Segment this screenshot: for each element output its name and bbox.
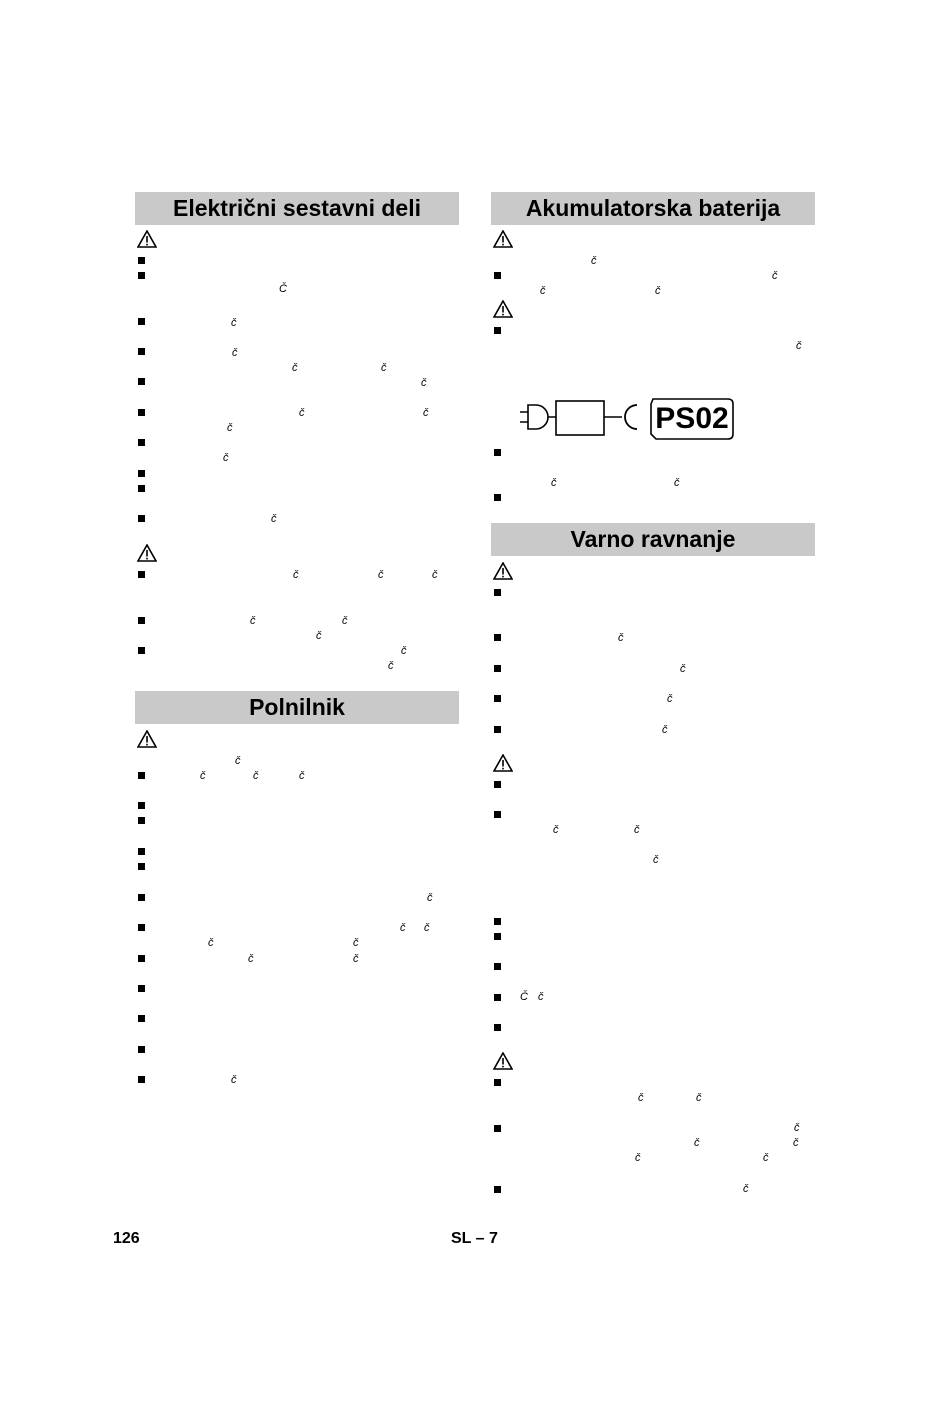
- letter-c-caron: č: [299, 770, 305, 782]
- letter-c-caron: č: [208, 937, 214, 949]
- bullet-icon: [494, 494, 501, 501]
- letter-c-caron: č: [232, 347, 238, 359]
- bullet-icon: [494, 634, 501, 641]
- bullet-icon: [138, 863, 145, 870]
- letter-c-caron: č: [796, 340, 802, 352]
- bullet-icon: [494, 1186, 501, 1193]
- bullet-icon: [138, 1015, 145, 1022]
- letter-c-caron: č: [772, 270, 778, 282]
- letter-c-caron: č: [794, 1122, 800, 1134]
- section-heading-battery: Akumulatorska baterija: [491, 192, 815, 225]
- letter-c-caron: č: [353, 937, 359, 949]
- letter-c-caron: č: [388, 660, 394, 672]
- bullet-icon: [138, 955, 145, 962]
- right-column: [491, 0, 815, 1419]
- bullet-icon: [138, 439, 145, 446]
- letter-c-caron: č: [250, 615, 256, 627]
- section-heading-safe-handling: Varno ravnanje: [491, 523, 815, 556]
- bullet-icon: [494, 1125, 501, 1132]
- bullet-icon: [138, 571, 145, 578]
- bullet-icon: [138, 924, 145, 931]
- bullet-icon: [494, 695, 501, 702]
- ps02-label: PS02: [655, 402, 729, 435]
- letter-c-caron: č: [427, 892, 433, 904]
- bullet-icon: [494, 918, 501, 925]
- letter-c-caron: č: [231, 317, 237, 329]
- letter-c-caron: č: [400, 922, 406, 934]
- bullet-icon: [138, 647, 145, 654]
- letter-c-caron: č: [231, 1074, 237, 1086]
- battery-charger-diagram: [516, 396, 738, 449]
- letter-c-caron: č: [553, 824, 559, 836]
- bullet-icon: [494, 726, 501, 733]
- letter-c-caron: č: [551, 477, 557, 489]
- letter-c-caron: č: [253, 770, 259, 782]
- bullet-icon: [494, 589, 501, 596]
- letter-c-caron: č: [634, 824, 640, 836]
- letter-c-caron: č: [696, 1092, 702, 1104]
- letter-c-caron: č: [591, 255, 597, 267]
- letter-c-caron: č: [421, 377, 427, 389]
- letter-c-caron: č: [638, 1092, 644, 1104]
- letter-c-caron: č: [401, 645, 407, 657]
- letter-c-caron: č: [248, 953, 254, 965]
- bullet-icon: [138, 772, 145, 779]
- letter-c-caron: č: [655, 285, 661, 297]
- warning-icon: [493, 754, 513, 772]
- bullet-icon: [494, 963, 501, 970]
- bullet-icon: [138, 272, 145, 279]
- bullet-icon: [138, 848, 145, 855]
- section-heading-electrical: Električni sestavni deli: [135, 192, 459, 225]
- bullet-icon: [138, 318, 145, 325]
- letter-capital-c-caron: Č: [279, 283, 287, 295]
- bullet-icon: [138, 985, 145, 992]
- warning-icon: [493, 230, 513, 248]
- letter-c-caron: č: [293, 569, 299, 581]
- letter-c-caron: č: [299, 407, 305, 419]
- letter-c-caron: č: [743, 1183, 749, 1195]
- letter-c-caron: č: [793, 1137, 799, 1149]
- bullet-icon: [138, 1046, 145, 1053]
- letter-c-caron: č: [381, 362, 387, 374]
- bullet-icon: [138, 257, 145, 264]
- bullet-icon: [494, 272, 501, 279]
- letter-c-caron: č: [763, 1152, 769, 1164]
- letter-c-caron: č: [424, 922, 430, 934]
- letter-c-caron: č: [540, 285, 546, 297]
- letter-c-caron: č: [223, 452, 229, 464]
- warning-icon: [493, 300, 513, 318]
- letter-c-caron: č: [342, 615, 348, 627]
- letter-c-caron: č: [618, 632, 624, 644]
- bullet-icon: [494, 781, 501, 788]
- warning-icon: [137, 544, 157, 562]
- letter-c-caron: č: [200, 770, 206, 782]
- bullet-icon: [138, 348, 145, 355]
- letter-capital-c-caron: Č: [520, 991, 528, 1003]
- bullet-icon: [494, 327, 501, 334]
- warning-icon: [137, 230, 157, 248]
- bullet-icon: [494, 1079, 501, 1086]
- section-heading-charger: Polnilnik: [135, 691, 459, 724]
- bullet-icon: [494, 994, 501, 1001]
- bullet-icon: [494, 811, 501, 818]
- bullet-icon: [138, 485, 145, 492]
- letter-c-caron: č: [635, 1152, 641, 1164]
- bullet-icon: [138, 817, 145, 824]
- letter-c-caron: č: [432, 569, 438, 581]
- letter-c-caron: č: [694, 1137, 700, 1149]
- bullet-icon: [138, 378, 145, 385]
- letter-c-caron: č: [674, 477, 680, 489]
- letter-c-caron: č: [423, 407, 429, 419]
- letter-c-caron: č: [227, 422, 233, 434]
- letter-c-caron: č: [653, 854, 659, 866]
- letter-c-caron: č: [235, 755, 241, 767]
- bullet-icon: [138, 409, 145, 416]
- letter-c-caron: č: [680, 663, 686, 675]
- warning-icon: [493, 1052, 513, 1070]
- bullet-icon: [138, 894, 145, 901]
- bullet-icon: [138, 470, 145, 477]
- page-code: SL – 7: [451, 1230, 498, 1247]
- letter-c-caron: č: [378, 569, 384, 581]
- letter-c-caron: č: [662, 724, 668, 736]
- bullet-icon: [494, 449, 501, 456]
- bullet-icon: [138, 515, 145, 522]
- bullet-icon: [494, 1024, 501, 1031]
- letter-c-caron: č: [353, 953, 359, 965]
- letter-c-caron: č: [667, 693, 673, 705]
- bullet-icon: [494, 933, 501, 940]
- letter-c-caron: č: [271, 513, 277, 525]
- warning-icon: [137, 730, 157, 748]
- letter-c-caron: č: [538, 991, 544, 1003]
- letter-c-caron: č: [316, 630, 322, 642]
- left-column: [135, 0, 459, 1419]
- warning-icon: [493, 562, 513, 580]
- page-number: 126: [113, 1230, 140, 1247]
- bullet-icon: [138, 617, 145, 624]
- bullet-icon: [494, 665, 501, 672]
- bullet-icon: [138, 1076, 145, 1083]
- letter-c-caron: č: [292, 362, 298, 374]
- bullet-icon: [138, 802, 145, 809]
